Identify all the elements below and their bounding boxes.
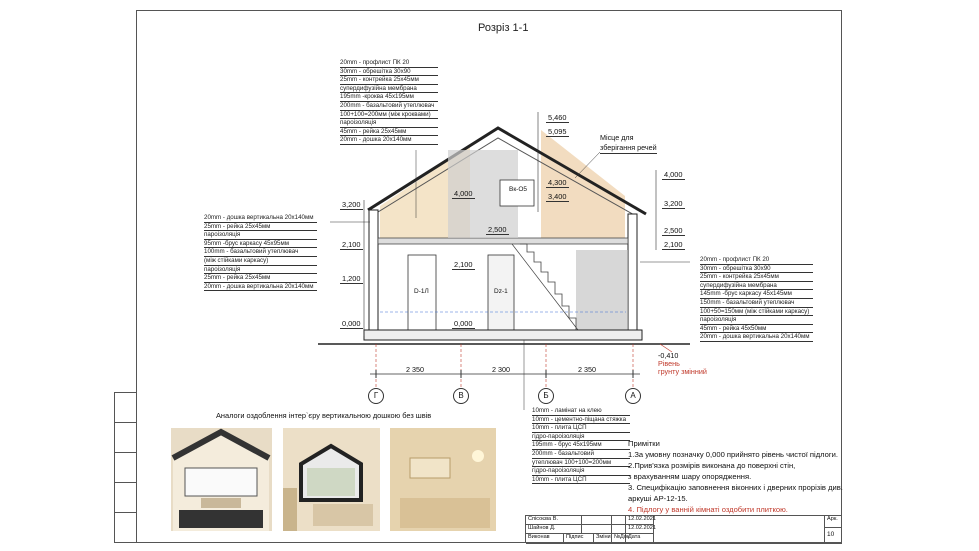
section-title: Розріз 1-1 [478,22,529,34]
level-mark: 2,100 [454,260,473,269]
level-mark: 4,000 [664,170,683,179]
notes-block [628,438,843,515]
storage-label-line1: Місце для [600,133,634,142]
window-label: Вк-О5 [509,186,528,193]
level-mark: 4,000 [454,189,473,198]
stamp-ark-label: Арк. [825,516,842,528]
roof-layer: 100+100=200мм (між кроквами) [340,111,438,120]
floor-layer: 10mm - цементно-піщана стяжка [532,416,630,425]
roof-layer: 195mm -кроква 45х195мм [340,93,438,102]
level-mark: 3,200 [342,200,361,209]
level-mark: 0,000 [342,319,361,328]
wall-layer: 25mm - рейка 25х45мм [204,274,317,283]
floor-layer: утеплювач 100+100=200мм [532,459,630,468]
level-mark: 2,100 [342,240,361,249]
door-label-d1l: D-1Л [414,288,429,295]
wall-layer: 30mm - обрешітка 30х90 [700,265,813,274]
stamp-main-field [654,516,825,544]
wall-layer: 25mm - рейка 25х45мм [204,223,317,232]
floor-slab [364,330,642,340]
axis-marker: А [625,388,641,404]
storage-label [600,133,657,154]
floor-layer: 200mm - базальтовий [532,450,630,459]
stamp-header-vykonav: Виконав [526,534,564,544]
roof-layer: 200mm - базальтовий утеплювач [340,102,438,111]
floor-layer: гідро-пароізоляція [532,433,630,442]
wall-layer: супердифузійна мембрана [700,282,813,291]
wall-layers-right-list [700,256,813,342]
note-line: 2.Прив'язка розмірів виконана до поверхні стін, [628,461,796,470]
ground-level-value: -0,410 [658,351,679,360]
ground-label-2: грунту змінний [658,367,707,376]
analog-title: Аналоги оздоблення інтер`єру вертикальною дошкою без швів [216,411,432,420]
stamp-person-2: Шайнов Д. [526,525,582,534]
floor-layers-list [532,407,630,484]
ground-level [658,352,707,376]
wall-layer: 95mm -брус каркасу 45х95мм [204,240,317,249]
analog-photo-1 [171,428,272,531]
wall-layer: 25mm - контрейка 25х45мм [700,273,813,282]
wall-layer: 20mm - профлист ПК 20 [700,256,813,265]
roof-layer: супердифузійна мембрана [340,85,438,94]
roof-layer: 25mm - контрейка 25х45мм [340,76,438,85]
stamp-header-zminy: Зміни [594,534,612,544]
storage-label-line2: зберігання речей [600,143,657,152]
wall-layer: 150mm - базальтовий утеплювач [700,299,813,308]
title-stamp [525,515,842,543]
stamp-date-1: 12.02.2021 [626,516,654,525]
level-mark: 3,200 [664,199,683,208]
wall-layer: 145mm -брус каркасу 45х145мм [700,290,813,299]
note-line-red: 4. Підлогу у ванній кімнаті оздобити плиткою. [628,505,788,514]
level-mark: 1,200 [342,274,361,283]
note-line: 1.За умовну позначку 0,000 прийнято рівень чистої підлоги. [628,450,839,459]
wall-layer: 45mm - рейка 45х50мм [700,325,813,334]
stamp-header-pidpys: Підпис [564,534,594,544]
wall-layer: пароізоляція [700,316,813,325]
wall-layer: 20mm - дошка вертикальна 20х140мм [204,214,317,223]
axis-marker: В [453,388,469,404]
wall-layer: пароізоляція [204,231,317,240]
stairs [520,244,576,330]
wall-layer: пароізоляція [204,266,317,275]
axis-marker: Г [368,388,384,404]
photo-interior-niche [390,428,496,531]
stamp-blank [612,516,626,525]
note-line: з врахуванням шару опорядження. [628,472,752,481]
floor-layer: гідро-пароізоляція [532,467,630,476]
wall-layer: 20mm - дошка вертикальна 20х140мм [700,333,813,342]
stamp-ark-number: 10 [825,528,842,544]
stamp-header-data: Дата [626,534,654,544]
roof-layer: 30mm - обрешітка 30х90 [340,68,438,77]
notes-title: Примітки [628,439,660,448]
photo-interior-kitchen [171,428,272,531]
mezzanine-floor [378,238,628,244]
roof-layer: пароізоляція [340,119,438,128]
level-mark: 0,000 [454,319,473,328]
wall-layer: 20mm - дошка вертикальна 20х140мм [204,283,317,292]
floor-layer: 10mm - плита ЦСП [532,476,630,485]
note-line: 3. Специфікацію заповнення віконних і дверних прорізів див. [628,483,843,492]
level-mark: 3,400 [548,192,567,201]
stamp-header-dok: №Док [612,534,626,544]
stamp-blank [612,525,626,534]
level-mark: 5,460 [548,113,567,122]
roof-layer: 20mm - профлист ПК 20 [340,59,438,68]
dimension-value: 2 350 [578,365,596,374]
stamp-date-2: 12.02.2021 [626,525,654,534]
wall-layer: 100+50=150мм (між стійками каркасу) [700,308,813,317]
dimension-value: 2 300 [492,365,510,374]
note-line: аркуші АР-12-15. [628,494,688,503]
left-wall [369,210,378,336]
floor-layer: 10mm - ламінат на клею [532,407,630,416]
dimension-value: 2 350 [406,365,424,374]
wall-layer: (між стійками каркасу) [204,257,317,266]
wall-layer: 100mm - базальтовий утеплювач [204,248,317,257]
roof-layer: 20mm - дошка 20х140мм [340,136,438,145]
level-mark: 2,500 [664,226,683,235]
level-mark: 2,500 [488,225,507,234]
roof-layer: 45mm - рейка 25х45мм [340,128,438,137]
stamp-person-1: Спісоєва В. [526,516,582,525]
roof-layers-list [340,59,438,145]
level-mark: 4,300 [548,178,567,187]
photo-interior-window [283,428,380,531]
axis-marker: Б [538,388,554,404]
level-mark: 5,095 [548,127,567,136]
floor-layer: 10mm - плита ЦСП [532,424,630,433]
level-mark: 2,100 [664,240,683,249]
wall-layers-left-list [204,214,317,291]
bath-wall [576,250,628,330]
analog-photo-2 [283,428,380,531]
floor-layer: 195mm - брус 45х195мм [532,441,630,450]
stamp-blank [582,525,612,534]
right-wall [628,214,637,336]
window-vk05 [500,180,534,206]
door-label-dz1: Dz-1 [494,288,508,295]
analog-photo-3 [390,428,496,531]
stamp-blank [582,516,612,525]
ground-label-1: Рівень [658,359,680,368]
